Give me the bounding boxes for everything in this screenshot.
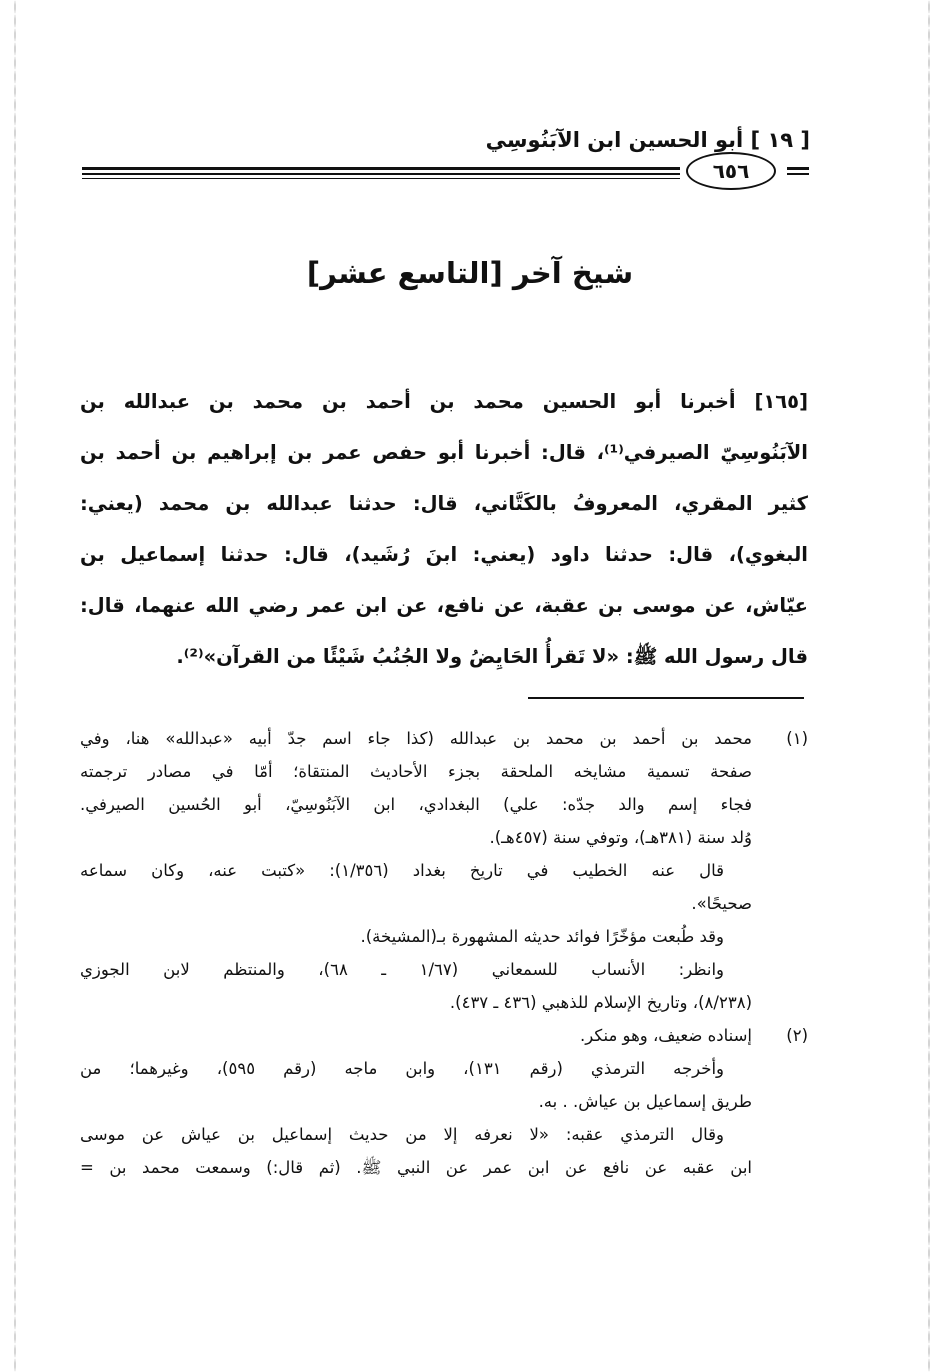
main-text-line: عيّاش، عن موسى بن عقبة، عن نافع، عن ابن عمر رضي الله عنهما، قال: <box>80 594 808 617</box>
footnote-separator <box>528 697 804 699</box>
header-rule-short <box>787 173 809 175</box>
main-text-line: [١٦٥] أخبرنا أبو الحسين محمد بن أحمد بن محمد بن عبدالله بن <box>80 390 808 413</box>
footnotes <box>80 722 808 1184</box>
main-text-line: قال رسول الله ﷺ: «لا تَقرأُ الحَايِضُ ولا الجُنُبُ شَيْئًا من القرآن»⁽²⁾. <box>176 645 808 668</box>
header-rule <box>82 173 680 175</box>
scan-margin-dots <box>14 0 16 1372</box>
main-text-line: كثير المقري، المعروفُ بالكَتَّاني، قال: حدثنا عبدالله بن محمد (يعني: <box>80 492 808 515</box>
footnote-line: صفحة تسمية مشايخه الملحقة بجزء الأحاديث المنتقاة؛ أمّا في مصادر ترجمته <box>80 762 752 781</box>
footnote-line: ابن عقبه عن نافع عن ابن عمر عن النبي ﷺ. (ثم قال:) وسمعت محمد بن = <box>80 1158 752 1177</box>
footnote-line: قال عنه الخطيب في تاريخ بغداد (١/٣٥٦): «كتبت عنه، وكان سماعه <box>80 861 724 880</box>
footnote-line: محمد بن أحمد بن محمد بن عبدالله (كذا جاء اسم جدّ أبيه «عبدالله» هنا، وفي <box>80 729 752 748</box>
footnote-line: وأخرجه الترمذي (رقم ١٣١)، وابن ماجه (رقم ٥٩٥)، وغيرهما؛ من <box>80 1059 724 1078</box>
running-header-title: [ ١٩ ] أبو الحسين ابن الآبَنُوسِي <box>485 128 810 152</box>
footnote-line: وانظر: الأنساب للسمعاني (١/٦٧ ـ ٦٨)، والمنتظم لابن الجوزي <box>80 960 725 979</box>
footnote-line: وقد طُبعت مؤخّرًا فوائد حديثه المشهورة بـ(المشيخة). <box>360 927 724 946</box>
header-rule <box>82 178 680 179</box>
footnote-line: وقال الترمذي عقبه: «لا نعرفه إلا من حديث إسماعيل بن عياش عن موسى <box>80 1125 724 1144</box>
main-text <box>80 376 808 682</box>
footnote-line: طريق إسماعيل بن عياش. . به. <box>538 1092 752 1111</box>
footnote-2 <box>80 1019 808 1052</box>
footnote-line: فجاء إسم والد جدّه: علي) البغدادي، ابن الآبَنُوسِيّ، أبو الحُسين الصيرفي. <box>80 795 752 814</box>
footnote-marker: (١) <box>786 729 808 748</box>
footnote-line: وُلد سنة (٣٨١هـ)، وتوفي سنة (٤٥٧هـ). <box>489 828 752 847</box>
footnote-line: صحيحًا». <box>691 894 752 913</box>
footnote-line: (٨/٢٣٨)، وتاريخ الإسلام للذهبي (٤٣٦ ـ ٤٣٧). <box>449 993 752 1012</box>
main-text-line: البغوي)، قال: حدثنا داود (يعني: ابنَ رُشَيد)، قال: حدثنا إسماعيل بن <box>80 543 808 566</box>
scan-margin-dots <box>928 0 930 1372</box>
page-number: ٦٥٦ <box>686 152 776 190</box>
footnote-1 <box>80 722 808 854</box>
header-rule <box>82 167 680 170</box>
main-text-line: الآبَنُوسِيّ الصيرفي⁽¹⁾، قال: أخبرنا أبو حفص عمر بن إبراهيم بن أحمد بن <box>80 441 808 464</box>
header-rule-short <box>787 167 809 170</box>
footnote-marker: (٢) <box>786 1026 808 1045</box>
section-title: شيخ آخر [التاسع عشر] <box>306 256 634 290</box>
footnote-line: إسناده ضعيف، وهو منكر. <box>580 1026 752 1045</box>
